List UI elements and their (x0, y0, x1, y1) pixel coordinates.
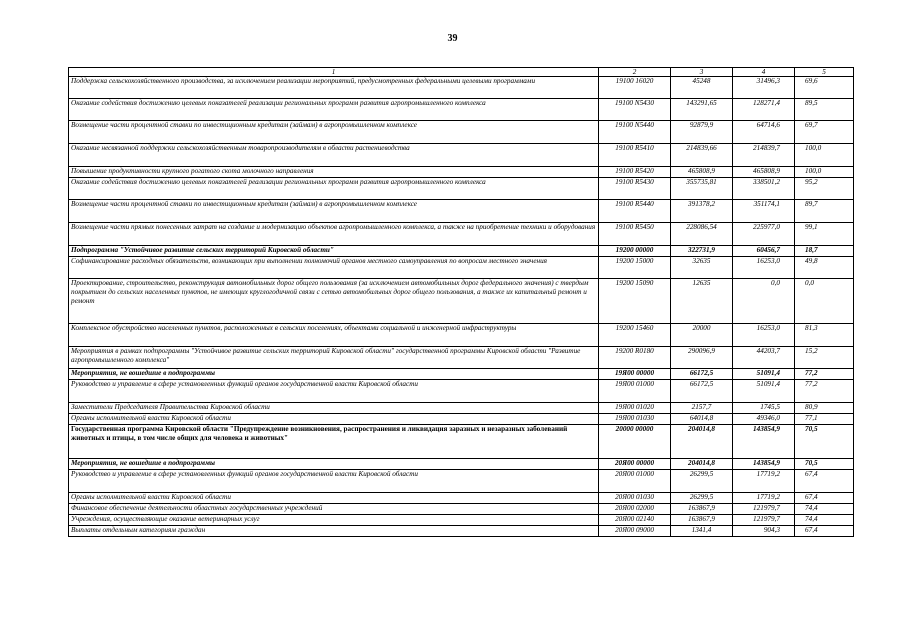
column-header: 5 (795, 68, 854, 77)
row-code: 19200 15000 (599, 257, 671, 279)
row-plan-value: 163867,9 (671, 504, 733, 515)
row-percent: 70,5 (795, 425, 854, 459)
row-actual-value: 143854,9 (733, 459, 795, 470)
row-code: 19100 R5420 (599, 167, 671, 178)
row-code: 19100 R5450 (599, 223, 671, 246)
row-name: Подпрограмма "Устойчивое развитие сельских территорий Кировской области" (69, 246, 599, 257)
table-body (69, 77, 854, 537)
table-row (69, 425, 854, 459)
row-actual-value: 17719,2 (733, 493, 795, 504)
row-percent: 89,5 (795, 99, 854, 121)
row-plan-value: 204014,8 (671, 425, 733, 459)
row-plan-value: 2157,7 (671, 403, 733, 414)
row-plan-value: 322731,9 (671, 246, 733, 257)
row-plan-value: 12635 (671, 279, 733, 324)
row-code: 20Я00 09000 (599, 526, 671, 537)
row-actual-value: 121979,7 (733, 515, 795, 526)
row-actual-value: 49346,0 (733, 414, 795, 425)
row-actual-value: 128271,4 (733, 99, 795, 121)
row-percent: 67,4 (795, 526, 854, 537)
row-name: Оказание содействия достижению целевых показателей реализации региональных программ развития агропромышленного комплекса (69, 99, 599, 121)
row-code: 19Я00 00000 (599, 369, 671, 380)
row-percent: 74,4 (795, 515, 854, 526)
row-plan-value: 66172,5 (671, 380, 733, 403)
row-code: 19Я00 01020 (599, 403, 671, 414)
row-code: 19100 R5430 (599, 178, 671, 200)
row-name: Оказание несвязанной поддержки сельскохозяйственным товаропроизводителям в области растениеводства (69, 144, 599, 167)
row-plan-value: 214839,66 (671, 144, 733, 167)
row-percent: 81,3 (795, 324, 854, 347)
row-plan-value: 1341,4 (671, 526, 733, 537)
budget-table (68, 67, 854, 537)
row-name: Учреждения, осуществляющие оказание ветеринарных услуг (69, 515, 599, 526)
table-row (69, 167, 854, 178)
column-header: 3 (671, 68, 733, 77)
row-actual-value: 31496,3 (733, 77, 795, 99)
table-row (69, 77, 854, 99)
table-row (69, 223, 854, 246)
table-row (69, 324, 854, 347)
row-percent: 18,7 (795, 246, 854, 257)
row-percent: 74,4 (795, 504, 854, 515)
row-name: Проектирование, строительство, реконструкция автомобильных дорог общего пользования (за исключением автомобильных дорог федерального значения) с твердым покрытием до сельских населенных пунктов, не имеющих круглогодичной связи с сетью автомобильных дорог общего пользования, а также их капитальный ремонт и ремонт (69, 279, 599, 324)
row-code: 19200 R0180 (599, 347, 671, 369)
row-percent: 70,5 (795, 459, 854, 470)
row-name: Оказание содействия достижению целевых показателей реализации региональных программ развития агропромышленного комплекса (69, 178, 599, 200)
table-row (69, 414, 854, 425)
table-row (69, 493, 854, 504)
table-row (69, 515, 854, 526)
row-name: Выплаты отдельным категориям граждан (69, 526, 599, 537)
row-actual-value: 0,0 (733, 279, 795, 324)
row-actual-value: 44203,7 (733, 347, 795, 369)
row-code: 19100 R5440 (599, 200, 671, 223)
table-row (69, 526, 854, 537)
column-header: 1 (69, 68, 599, 77)
row-actual-value: 225977,0 (733, 223, 795, 246)
row-actual-value: 16253,0 (733, 324, 795, 347)
row-name: Мероприятия, не вошедшие в подпрограммы (69, 459, 599, 470)
row-name: Заместители Председателя Правительства Кировской области (69, 403, 599, 414)
row-actual-value: 214839,7 (733, 144, 795, 167)
table-row (69, 257, 854, 279)
row-name: Возмещение части процентной ставки по инвестиционным кредитам (займам) в агропромышленном комплексе (69, 121, 599, 144)
table-row (69, 200, 854, 223)
table-row (69, 403, 854, 414)
row-plan-value: 64014,8 (671, 414, 733, 425)
row-name: Мероприятия, не вошедшие в подпрограммы (69, 369, 599, 380)
row-percent: 67,4 (795, 470, 854, 493)
row-plan-value: 26299,5 (671, 493, 733, 504)
table-row (69, 178, 854, 200)
row-name: Возмещение части прямых понесенных затрат на создание и модернизацию объектов агропромышленного комплекса, а также на приобретение техники и оборудования (69, 223, 599, 246)
row-actual-value: 60456,7 (733, 246, 795, 257)
row-actual-value: 1745,5 (733, 403, 795, 414)
row-code: 20Я00 02140 (599, 515, 671, 526)
row-name: Государственная программа Кировской области "Предупреждение возникновения, распространения и ликвидация заразных и незаразных заболеваний животных и птицы, в том числе общих для человека и животных" (69, 425, 599, 459)
row-code: 19100 R5410 (599, 144, 671, 167)
row-plan-value: 290096,9 (671, 347, 733, 369)
page-number: 39 (447, 33, 458, 44)
row-plan-value: 355735,81 (671, 178, 733, 200)
column-header: 4 (733, 68, 795, 77)
row-name: Возмещение части процентной ставки по инвестиционным кредитам (займам) в агропромышленном комплексе (69, 200, 599, 223)
header-row (69, 68, 854, 77)
row-name: Органы исполнительной власти Кировской области (69, 493, 599, 504)
row-actual-value: 16253,0 (733, 257, 795, 279)
row-plan-value: 45248 (671, 77, 733, 99)
row-name: Поддержка сельскохозяйственного производства, за исключением реализации мероприятий, предусмотренных федеральными целевыми программами (69, 77, 599, 99)
row-percent: 99,1 (795, 223, 854, 246)
row-actual-value: 51091,4 (733, 369, 795, 380)
row-name: Органы исполнительной власти Кировской области (69, 414, 599, 425)
row-name: Руководство и управление в сфере установленных функций органов государственной власти Кировской области (69, 380, 599, 403)
row-name: Комплексное обустройство населенных пунктов, расположенных в сельских поселениях, объектами социальной и инженерной инфраструктуры (69, 324, 599, 347)
row-plan-value: 163867,9 (671, 515, 733, 526)
row-percent: 80,9 (795, 403, 854, 414)
row-actual-value: 338501,2 (733, 178, 795, 200)
row-plan-value: 20000 (671, 324, 733, 347)
row-actual-value: 351174,1 (733, 200, 795, 223)
row-name: Руководство и управление в сфере установленных функций органов государственной власти Кировской области (69, 470, 599, 493)
row-name: Повышение продуктивности крупного рогатого скота молочного направления (69, 167, 599, 178)
table-row (69, 347, 854, 369)
row-code: 20Я00 00000 (599, 459, 671, 470)
row-code: 19200 00000 (599, 246, 671, 257)
row-plan-value: 66172,5 (671, 369, 733, 380)
row-plan-value: 228086,54 (671, 223, 733, 246)
row-actual-value: 51091,4 (733, 380, 795, 403)
row-percent: 49,8 (795, 257, 854, 279)
row-plan-value: 465808,9 (671, 167, 733, 178)
row-actual-value: 64714,6 (733, 121, 795, 144)
table-row (69, 470, 854, 493)
row-percent: 69,6 (795, 77, 854, 99)
row-percent: 67,4 (795, 493, 854, 504)
row-actual-value: 904,3 (733, 526, 795, 537)
row-percent: 77,2 (795, 369, 854, 380)
row-plan-value: 32635 (671, 257, 733, 279)
row-code: 19100 16020 (599, 77, 671, 99)
row-plan-value: 204014,8 (671, 459, 733, 470)
table-row (69, 246, 854, 257)
table-row (69, 369, 854, 380)
row-percent: 100,0 (795, 144, 854, 167)
row-code: 20Я00 01000 (599, 470, 671, 493)
table-row (69, 121, 854, 144)
row-percent: 77,2 (795, 380, 854, 403)
row-code: 19200 15090 (599, 279, 671, 324)
row-percent: 69,7 (795, 121, 854, 144)
row-plan-value: 391378,2 (671, 200, 733, 223)
row-code: 19Я00 01000 (599, 380, 671, 403)
row-name: Софинансирование расходных обязательств, возникающих при выполнении полномочий органов местного самоуправления по вопросам местного значения (69, 257, 599, 279)
row-code: 19100 N5440 (599, 121, 671, 144)
table-row (69, 380, 854, 403)
table-row (69, 99, 854, 121)
row-plan-value: 92879,9 (671, 121, 733, 144)
row-percent: 77,1 (795, 414, 854, 425)
row-code: 19200 15460 (599, 324, 671, 347)
table-row (69, 459, 854, 470)
row-actual-value: 17719,2 (733, 470, 795, 493)
row-percent: 89,7 (795, 200, 854, 223)
column-header: 2 (599, 68, 671, 77)
row-actual-value: 143854,9 (733, 425, 795, 459)
row-code: 20Я00 01030 (599, 493, 671, 504)
row-name: Мероприятия в рамках подпрограммы "Устойчивое развитие сельских территорий Кировской области" государственной программы Кировской области "Развитие агропромышленного комплекса" (69, 347, 599, 369)
row-code: 19Я00 01030 (599, 414, 671, 425)
row-code: 19100 N5430 (599, 99, 671, 121)
row-percent: 15,2 (795, 347, 854, 369)
table-row (69, 144, 854, 167)
row-actual-value: 121979,7 (733, 504, 795, 515)
row-plan-value: 26299,5 (671, 470, 733, 493)
row-plan-value: 143291,65 (671, 99, 733, 121)
row-code: 20000 00000 (599, 425, 671, 459)
row-actual-value: 465808,9 (733, 167, 795, 178)
row-name: Финансовое обеспечение деятельности областных государственных учреждений (69, 504, 599, 515)
table-row (69, 279, 854, 324)
row-percent: 95,2 (795, 178, 854, 200)
row-code: 20Я00 02000 (599, 504, 671, 515)
row-percent: 0,0 (795, 279, 854, 324)
row-percent: 100,0 (795, 167, 854, 178)
table-row (69, 504, 854, 515)
